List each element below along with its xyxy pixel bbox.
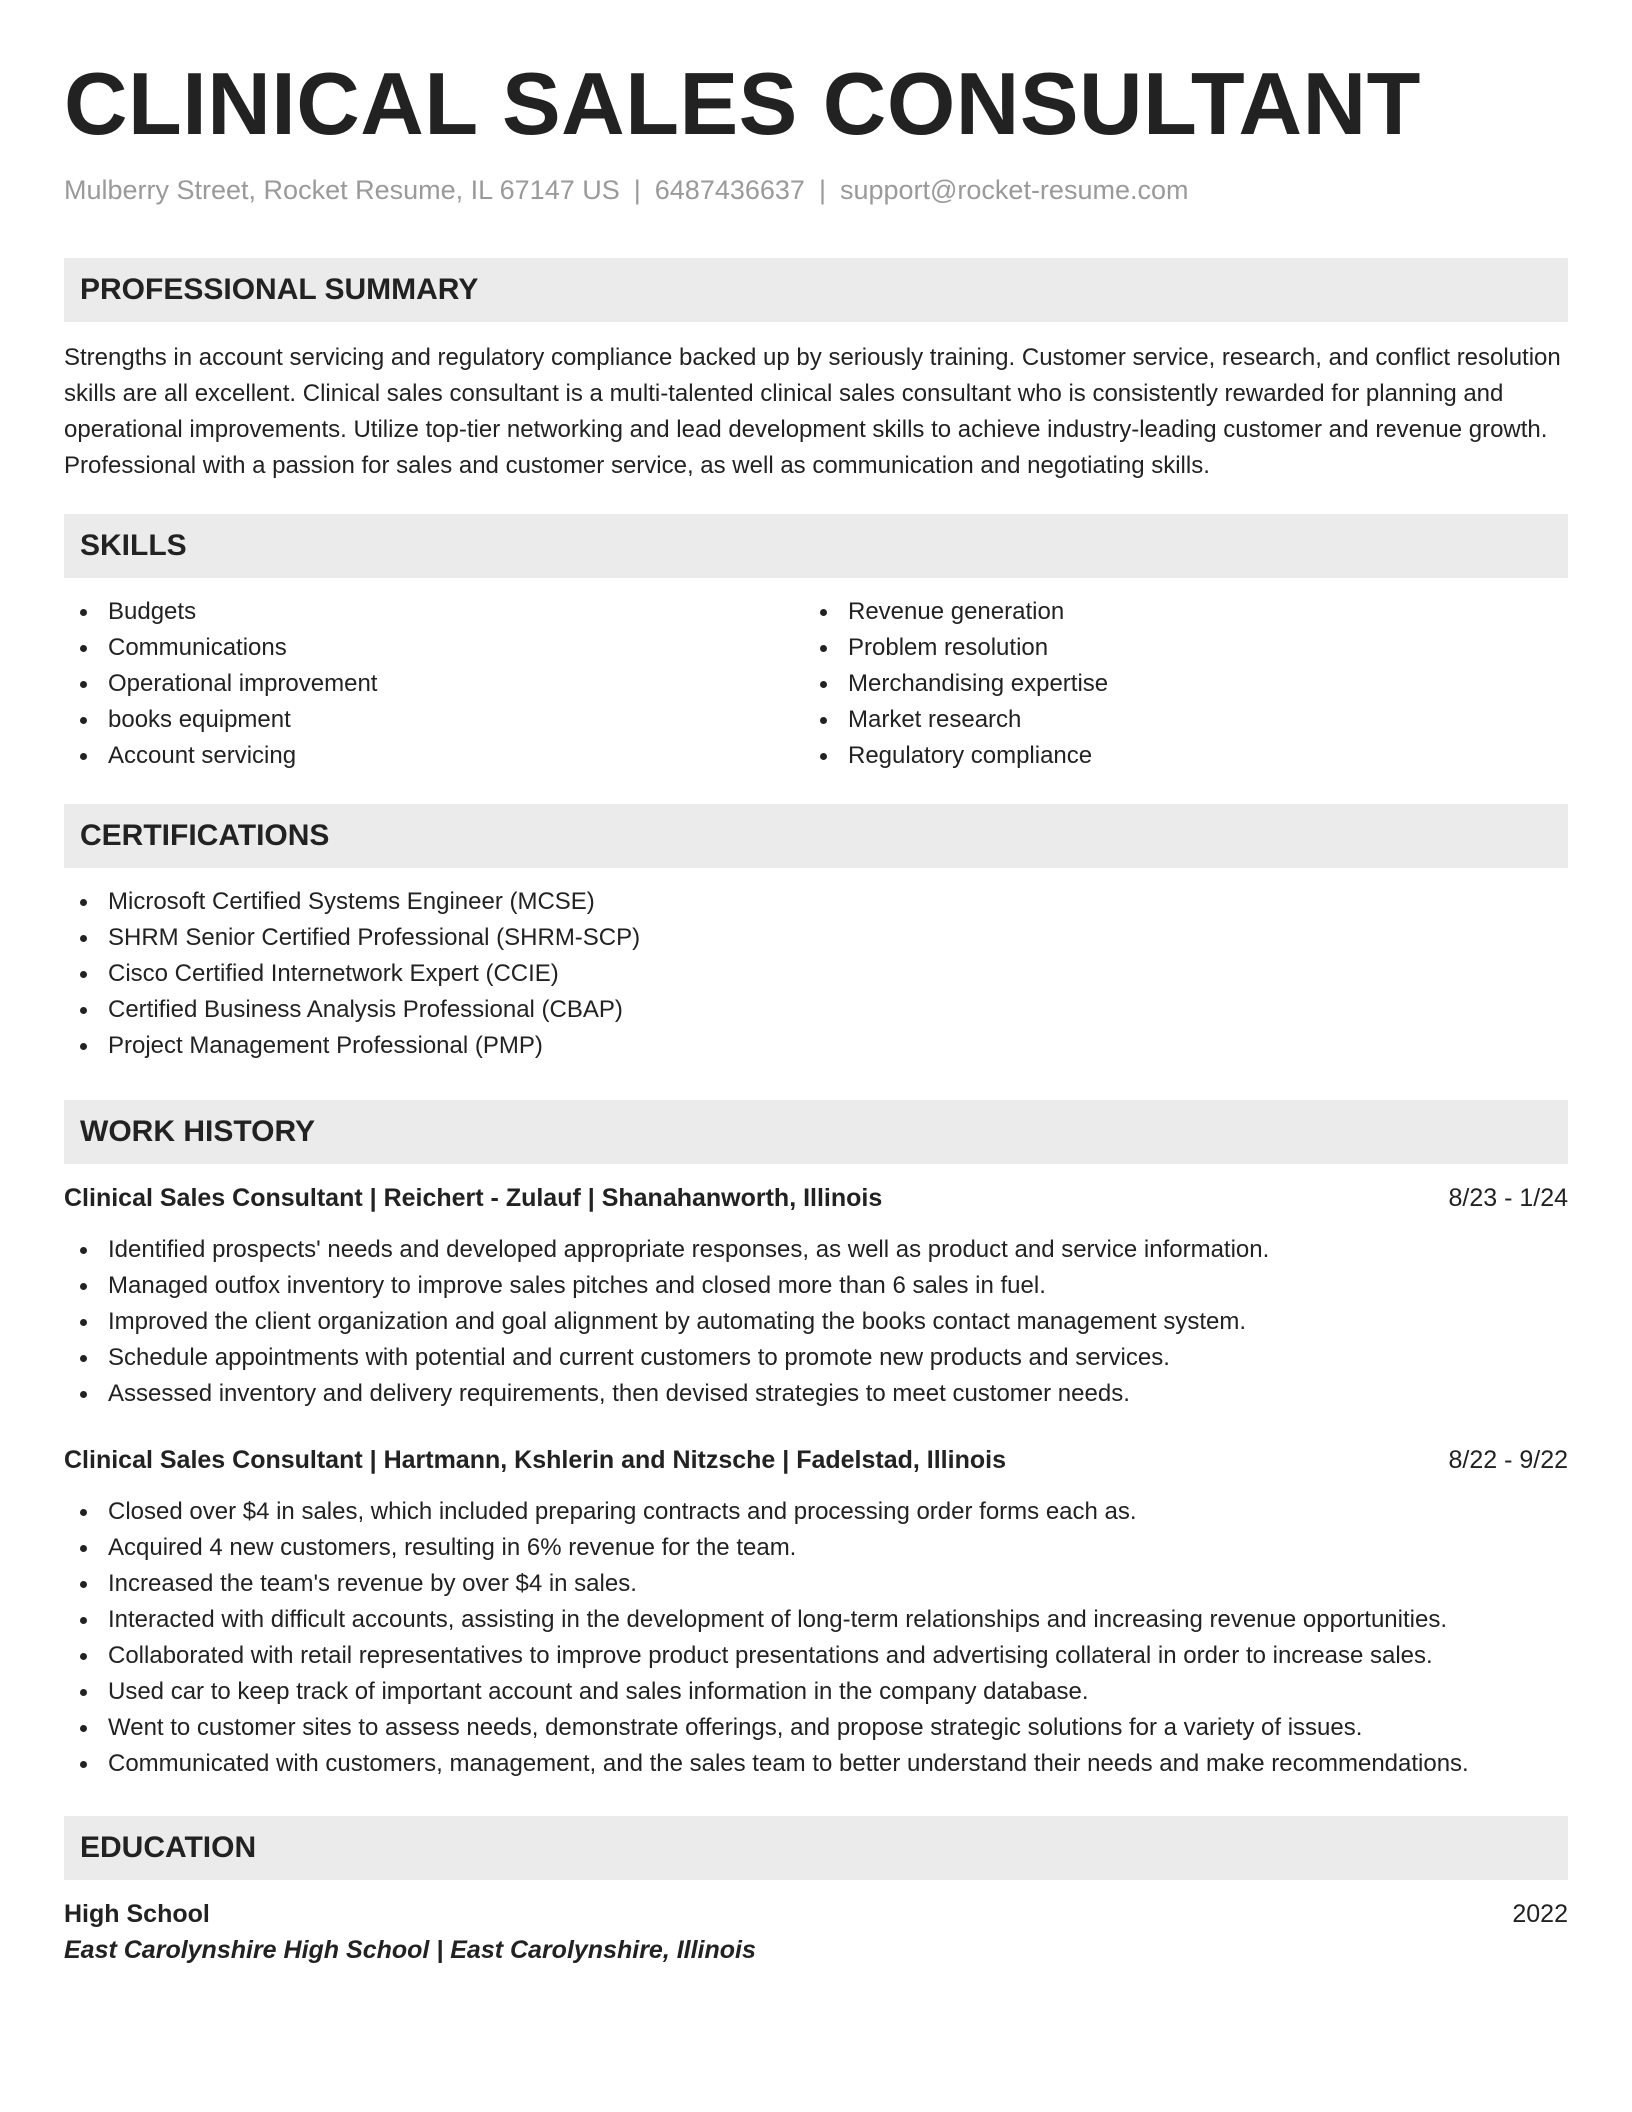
contact-phone: 6487436637 [654,175,805,205]
job-bullets [64,1232,1568,1412]
contact-separator: | [818,175,826,205]
education-heading: EDUCATION [64,1816,1568,1880]
certification-item: Microsoft Certified Systems Engineer (MCSE) [64,884,1568,920]
skill-item: Revenue generation [804,594,1544,630]
contact-separator: | [633,175,641,205]
certification-item: Cisco Certified Internetwork Expert (CCIE) [64,956,1568,992]
skill-item: Problem resolution [804,630,1544,666]
skill-item: Market research [804,702,1544,738]
job-date: 8/23 - 1/24 [1448,1184,1568,1212]
job-bullet: Collaborated with retail representatives to improve product presentations and advertising collateral in order to increase sales. [64,1638,1568,1674]
skills-grid [64,594,1568,774]
contact-email: support@rocket-resume.com [839,175,1189,205]
job-bullet: Closed over $4 in sales, which included preparing contracts and processing order forms each as. [64,1494,1568,1530]
job-bullet: Communicated with customers, management, and the sales team to better understand their needs and make recommendations. [64,1746,1568,1782]
job-bullet: Improved the client organization and goal alignment by automating the books contact management system. [64,1304,1568,1340]
job-bullet: Interacted with difficult accounts, assisting in the development of long-term relationships and increasing revenue opportunities. [64,1602,1568,1638]
contact-address: Mulberry Street, Rocket Resume, IL 67147 US [64,175,620,205]
job-entry [64,1442,1568,1782]
job-entry [64,1180,1568,1412]
job-header [64,1442,1568,1478]
job-bullet: Acquired 4 new customers, resulting in 6% revenue for the team. [64,1530,1568,1566]
job-title: Clinical Sales Consultant | Hartmann, Kshlerin and Nitzsche | Fadelstad, Illinois [64,1446,1006,1474]
job-bullet: Used car to keep track of important account and sales information in the company database. [64,1674,1568,1710]
resume-title: CLINICAL SALES CONSULTANT [64,54,1421,153]
certifications-list [64,884,1568,1064]
education-entry [64,1896,1568,1968]
skill-item: Communications [64,630,804,666]
skills-list-right [804,594,1544,774]
education-degree: High School [64,1900,210,1928]
skills-heading: SKILLS [64,514,1568,578]
education-date: 2022 [1512,1900,1568,1928]
job-bullet: Increased the team's revenue by over $4 in sales. [64,1566,1568,1602]
skill-item: Budgets [64,594,804,630]
contact-line [64,172,1568,208]
skill-item: Merchandising expertise [804,666,1544,702]
summary-text: Strengths in account servicing and regulatory compliance backed up by seriously training. Customer service, research, and conflict resolution skills are all excellent. Clinical sales consultant is a multi-talented clinical sales consultant who is consistently rewarded for planning and operational improvements. Utilize top-tier networking and lead development skills to achieve industry-leading customer and revenue growth. Professional with a passion for sales and customer service, as well as communication and negotiating skills. [64,344,1561,479]
job-bullet: Identified prospects' needs and developed appropriate responses, as well as product and service information. [64,1232,1568,1268]
work-history-heading: WORK HISTORY [64,1100,1568,1164]
education-header [64,1896,1568,1932]
certification-item: Certified Business Analysis Professional (CBAP) [64,992,1568,1028]
summary-heading: PROFESSIONAL SUMMARY [64,258,1568,322]
skill-item: Account servicing [64,738,804,774]
skill-item: Operational improvement [64,666,804,702]
job-bullets [64,1494,1568,1782]
certifications-heading: CERTIFICATIONS [64,804,1568,868]
education-school: East Carolynshire High School | East Carolynshire, Illinois [64,1936,756,1964]
certification-item: SHRM Senior Certified Professional (SHRM-SCP) [64,920,1568,956]
job-title: Clinical Sales Consultant | Reichert - Zulauf | Shanahanworth, Illinois [64,1184,883,1212]
job-date: 8/22 - 9/22 [1448,1446,1568,1474]
job-header [64,1180,1568,1216]
certification-item: Project Management Professional (PMP) [64,1028,1568,1064]
skill-item: books equipment [64,702,804,738]
job-bullet: Schedule appointments with potential and current customers to promote new products and services. [64,1340,1568,1376]
job-bullet: Managed outfox inventory to improve sales pitches and closed more than 6 sales in fuel. [64,1268,1568,1304]
job-bullet: Went to customer sites to assess needs, demonstrate offerings, and propose strategic solutions for a variety of issues. [64,1710,1568,1746]
skill-item: Regulatory compliance [804,738,1544,774]
job-bullet: Assessed inventory and delivery requirements, then devised strategies to meet customer needs. [64,1376,1568,1412]
skills-list-left [64,594,804,774]
